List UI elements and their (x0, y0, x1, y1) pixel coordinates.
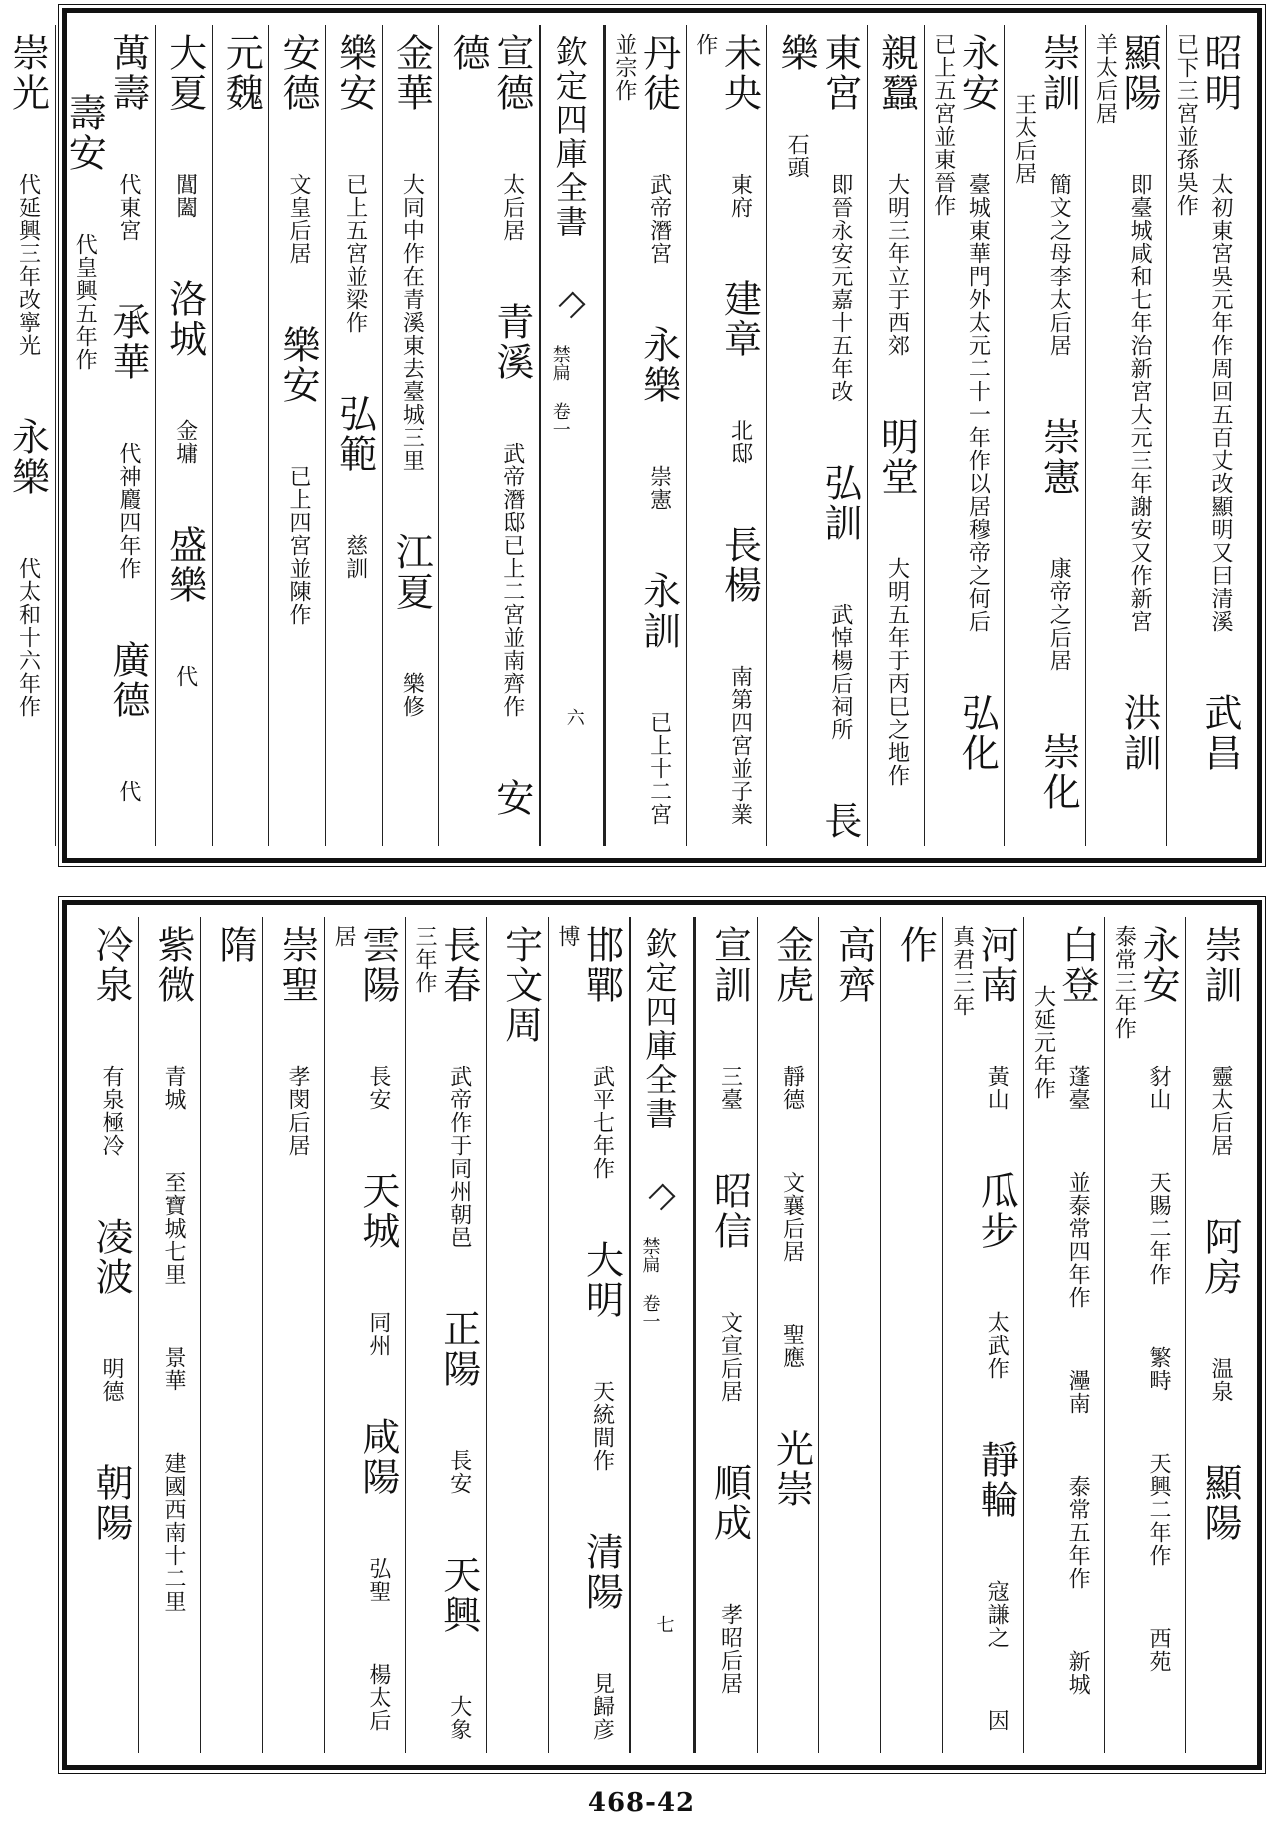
text-column (1185, 917, 1247, 1753)
entry-name: 崇光 (5, 33, 50, 113)
text-column (55, 25, 155, 846)
text-column (1023, 917, 1104, 1753)
entry-annotation: 大同中作在青溪東去臺城三里 (399, 173, 425, 472)
entry-annotation: 臺城東華門外太元二十一年作以居穆帝之何后 (965, 173, 991, 633)
entry-name: 天城 (355, 1171, 400, 1251)
text-column (1085, 25, 1166, 846)
entry-annotation: 代皇興五年作 (72, 233, 98, 371)
entry-annotation: 長安 (365, 1065, 391, 1111)
entry-name: 天興 (436, 1555, 481, 1635)
entry-name: 高齊 (831, 925, 876, 1005)
entry-name: 洪訓 (1117, 693, 1162, 773)
entry-annotation: 即臺城咸和七年治新宮大元三年謝安又作新宮 (1127, 173, 1153, 633)
entry-name: 白登 (1055, 925, 1100, 1005)
entry-name: 壽安 (62, 93, 107, 173)
entry-name: 雲陽 (355, 925, 400, 1005)
entry-annotation: 温泉 (1208, 1357, 1233, 1403)
entry-annotation: 天統間作 (589, 1380, 615, 1472)
entry-annotation: 孝閔后居 (284, 1065, 310, 1157)
entry-annotation: 至寶城七里 (161, 1171, 186, 1286)
entry-annotation: 建國西南十二里 (161, 1452, 186, 1613)
entry-name: 東宮 (817, 33, 862, 113)
entry-name: 河南 (974, 925, 1019, 1005)
text-column (268, 25, 325, 846)
text-column (548, 917, 629, 1753)
entry-name: 長春 (436, 925, 481, 1005)
entry-name: 樂安 (332, 33, 377, 113)
entry-annotation: 已下三宮並孫吳作 (1173, 33, 1199, 217)
entry-name: 順成 (707, 1463, 752, 1543)
text-column (605, 25, 686, 846)
entry-name: 長樂 (774, 33, 862, 841)
entry-name: 朝陽 (89, 1463, 134, 1543)
entry-name: 紫微 (151, 925, 195, 1005)
entry-name: 承華 (105, 302, 150, 382)
entry-annotation: 東府 (727, 173, 753, 219)
entry-name: 永安 (1136, 925, 1181, 1005)
entry-annotation: 代太和十六年作 (15, 557, 41, 718)
entry-annotation: 石頭 (784, 133, 810, 179)
text-column (686, 25, 767, 846)
entry-name: 洛城 (162, 279, 207, 359)
entry-annotation: 武帝作于同州朝邑 (446, 1065, 472, 1249)
entry-name: 金虎 (769, 925, 814, 1005)
entry-annotation: 北邸 (727, 419, 753, 465)
text-column (325, 25, 382, 846)
entry-name: 咸陽 (355, 1417, 400, 1497)
entry-name: 冷泉 (89, 925, 134, 1005)
entry-name: 親蠶 (874, 33, 919, 113)
entry-name: 江夏 (389, 532, 434, 612)
fold-title: 欽定四庫全書 (640, 927, 679, 1131)
entry-name: 凌波 (89, 1217, 134, 1297)
entry-name: 大夏 (162, 33, 207, 113)
entry-annotation: 見歸彦博 (554, 925, 615, 1741)
entry-name: 青溪 (489, 302, 534, 382)
entry-name: 安德 (275, 33, 320, 113)
text-column (138, 917, 200, 1753)
entry-annotation: 樂修 (399, 672, 425, 718)
entry-name: 宣德 (489, 33, 534, 113)
entry-name: 明堂 (874, 417, 919, 497)
entry-name: 廣德 (105, 640, 150, 720)
entry-annotation: 崇憲 (646, 465, 672, 511)
entry-annotation: 文宣后居 (717, 1311, 743, 1403)
entry-name: 清陽 (579, 1532, 624, 1612)
entry-annotation: 靜德 (779, 1065, 805, 1111)
entry-name: 崇憲 (1036, 417, 1081, 497)
text-column (200, 917, 262, 1753)
entry-name: 丹徒 (636, 33, 681, 113)
entry-annotation: 蓬臺 (1065, 1065, 1091, 1111)
entry-annotation: 王太后居 (1011, 93, 1037, 185)
entry-name: 瓜步 (974, 1171, 1019, 1251)
entry-annotation: 羊太后居 (1092, 33, 1118, 125)
entry-annotation: 代 (115, 780, 141, 803)
entry-annotation: 代東宮 (115, 173, 141, 242)
text-column (1166, 25, 1247, 846)
text-column (212, 25, 269, 846)
bottom-page-panel (62, 900, 1262, 1770)
entry-annotation: 南第四宮並子業作 (692, 33, 753, 826)
entry-name: 永樂 (636, 325, 681, 405)
entry-name: 昭信 (707, 1171, 752, 1251)
entry-annotation: 孝昭后居 (717, 1603, 743, 1695)
entry-annotation: 金墉 (172, 419, 198, 465)
entry-name: 未央 (717, 33, 762, 113)
bottom-columns (77, 917, 1247, 1753)
entry-name: 弘化 (955, 693, 1000, 773)
text-column (818, 917, 880, 1753)
entry-annotation: 天賜二年作 (1146, 1171, 1172, 1286)
entry-annotation: 並泰常四年作 (1065, 1171, 1091, 1309)
entry-annotation: 三臺 (717, 1065, 743, 1111)
entry-name: 大明 (579, 1240, 624, 1320)
entry-name: 隋 (212, 925, 257, 965)
entry-annotation: 慈訓 (342, 534, 368, 580)
entry-annotation: 武平七年作 (589, 1065, 615, 1180)
fold-margin (629, 917, 695, 1753)
entry-name: 邯鄲 (579, 925, 624, 1005)
text-column (155, 25, 212, 846)
entry-annotation: 弘聖 (365, 1557, 391, 1603)
fishtail-mark-icon (648, 1184, 675, 1211)
entry-name: 作 (893, 925, 938, 965)
entry-annotation: 泰常五年作 (1065, 1475, 1091, 1590)
entry-name: 靜輪 (974, 1440, 1019, 1520)
entry-annotation: 武帝潛宮 (646, 173, 672, 265)
entry-annotation: 大象三年作 (412, 925, 472, 1741)
entry-annotation: 泰常三年作 (1111, 925, 1137, 1040)
entry-annotation: 代 (172, 665, 198, 688)
fold-title: 欽定四庫全書 (550, 35, 589, 239)
entry-name: 萬壽 (105, 33, 150, 113)
entry-annotation: 代神麚四年作 (115, 442, 141, 580)
entry-name: 宇文周 (498, 925, 543, 1045)
entry-name: 崇聖 (274, 925, 319, 1005)
entry-annotation: 已上五宮並東晉作 (930, 33, 956, 217)
text-column (867, 25, 924, 846)
entry-annotation: 寇謙之 (984, 1580, 1010, 1649)
entry-annotation: 即晉永安元嘉十五年改 (827, 173, 853, 403)
entry-name: 武昌 (1198, 693, 1242, 773)
entry-annotation: 豺山 (1146, 1065, 1172, 1111)
text-column (695, 917, 757, 1753)
entry-annotation: 新城 (1065, 1650, 1091, 1696)
entry-name: 建章 (717, 279, 762, 359)
entry-name: 崇訓 (1198, 925, 1242, 1005)
entry-annotation: 靈太后居 (1208, 1065, 1233, 1157)
text-column (405, 917, 486, 1753)
entry-annotation: 文襄后居 (779, 1171, 805, 1263)
text-column (77, 917, 138, 1753)
entry-name: 顯陽 (1117, 33, 1162, 113)
entry-name: 安德 (446, 33, 534, 818)
entry-name: 崇訓 (1036, 33, 1081, 113)
text-column (924, 25, 1005, 846)
text-column (486, 917, 548, 1753)
entry-annotation: 天興二年作 (1146, 1452, 1172, 1567)
entry-name: 阿房 (1198, 1217, 1242, 1297)
entry-annotation: 楊太后居 (331, 925, 391, 1732)
entry-annotation: 太后居 (499, 173, 525, 242)
entry-annotation: 青城 (161, 1065, 186, 1111)
entry-annotation: 黃山 (984, 1065, 1010, 1111)
text-column (382, 25, 439, 846)
entry-annotation: 康帝之后居 (1046, 557, 1072, 672)
text-column (0, 25, 55, 846)
fold-page-number: 七 (653, 1615, 675, 1633)
text-column (942, 917, 1023, 1753)
entry-name: 長楊 (717, 525, 762, 605)
entry-annotation: 武帝潛邸已上二宮並南齊作 (499, 442, 525, 718)
entry-annotation: 太初東宮吳元年作周回五百丈改顯明又曰清溪 (1208, 173, 1233, 633)
entry-name: 昭明 (1198, 33, 1242, 113)
entry-name: 金華 (389, 33, 434, 113)
text-column (757, 917, 819, 1753)
entry-annotation: 太武作 (984, 1311, 1010, 1380)
page-number-footer: 468-42 (587, 1788, 696, 1818)
fold-volume-label: 禁扁 卷一 (549, 345, 571, 438)
entry-name: 崇化 (1036, 732, 1081, 812)
fold-page-number: 六 (563, 708, 585, 726)
text-column (324, 917, 405, 1753)
entry-name: 樂安 (275, 325, 320, 405)
text-column (1004, 25, 1085, 846)
entry-annotation: 文皇后居 (285, 173, 311, 265)
entry-name: 元魏 (219, 33, 264, 113)
entry-name: 弘訓 (817, 463, 862, 543)
entry-name: 永安 (955, 33, 1000, 113)
entry-annotation: 大明三年立于西郊 (884, 173, 910, 357)
entry-annotation: 聖應 (779, 1323, 805, 1369)
entry-name: 宣訓 (707, 925, 752, 1005)
entry-annotation: 簡文之母李太后居 (1046, 173, 1072, 357)
entry-annotation: 大明五年于丙巳之地作 (884, 557, 910, 787)
entry-annotation: 已上四宮並陳作 (285, 465, 311, 626)
entry-annotation: 因真君三年 (949, 925, 1010, 1732)
entry-annotation: 景華 (161, 1346, 186, 1392)
entry-annotation: 武悼楊后祠所 (827, 603, 853, 741)
entry-name: 正陽 (436, 1309, 481, 1389)
entry-annotation: 閶闔 (172, 173, 198, 219)
entry-name: 盛樂 (162, 525, 207, 605)
entry-annotation: 灅南 (1065, 1369, 1091, 1415)
fishtail-mark-icon (558, 292, 585, 319)
entry-annotation: 西苑 (1146, 1627, 1172, 1673)
text-column (262, 917, 324, 1753)
entry-annotation: 大延元年作 (1030, 985, 1056, 1100)
entry-annotation: 明德 (99, 1357, 125, 1403)
text-column (766, 25, 866, 846)
entry-annotation: 長安 (446, 1449, 472, 1495)
fold-volume-label: 禁扁 卷一 (639, 1237, 661, 1330)
entry-name: 顯陽 (1198, 1463, 1242, 1543)
text-column (1104, 917, 1185, 1753)
entry-annotation: 已上五宮並梁作 (342, 173, 368, 334)
text-column (438, 25, 538, 846)
entry-annotation: 代延興三年改寧光 (15, 173, 41, 357)
entry-annotation: 已上十二宮並宗作 (611, 33, 672, 826)
entry-name: 弘範 (332, 394, 377, 474)
entry-annotation: 同州 (365, 1311, 391, 1357)
entry-name: 光崇 (769, 1429, 814, 1509)
entry-annotation: 繁畤 (1146, 1346, 1172, 1392)
top-columns (5, 25, 1247, 846)
fold-margin (539, 25, 605, 846)
entry-annotation: 有泉極冷 (99, 1065, 125, 1157)
entry-name: 永樂 (5, 417, 50, 497)
text-column (880, 917, 942, 1753)
entry-name: 永訓 (636, 571, 681, 651)
top-page-panel (5, 8, 1262, 863)
